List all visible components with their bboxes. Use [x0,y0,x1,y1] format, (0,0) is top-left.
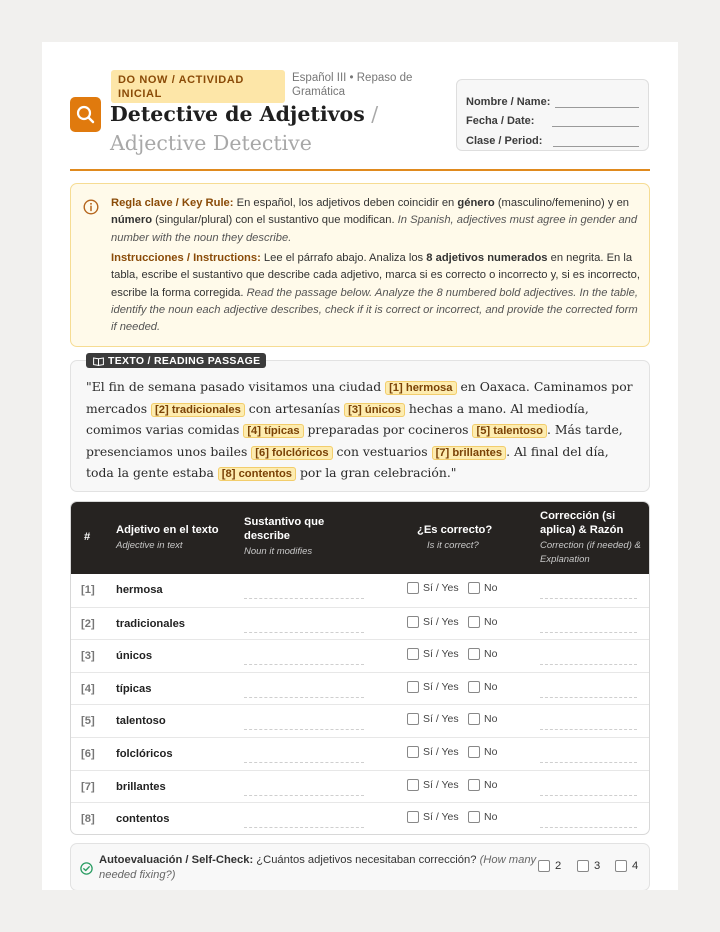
key-rule-part: En español, los adjetivos deben coincidir en [233,197,458,209]
row-number: [8] [81,813,95,826]
correction-answer-field[interactable] [540,795,637,796]
instructions-part: Lee el párrafo abajo. Analiza los [260,252,427,264]
row-adjective: talentoso [116,715,166,728]
no-label: No [484,811,498,824]
worksheet-page [42,42,678,890]
header-num: # [84,531,91,543]
correction-answer-field[interactable] [540,729,637,730]
period-row [466,127,639,147]
reading-passage [70,360,650,492]
passage-segment: . Más tarde, presenciamos unos bailes [86,422,623,459]
no-label: No [484,746,498,758]
option-label: 4 [632,860,639,872]
title-spanish: Detective de Adjetivos [110,102,365,126]
no-label: No [484,582,498,594]
checkbox[interactable] [577,860,589,872]
row-adjective: típicas [116,682,152,695]
adjective-highlight-1: [1] hermosa [385,381,456,395]
correction-answer-field[interactable] [540,762,637,763]
noun-answer-field[interactable] [244,697,364,698]
check-circle-icon [80,862,93,875]
no-label: No [484,778,498,791]
yes-checkbox[interactable] [407,713,419,725]
passage-segment: . Al final del día, toda la gente estaba [86,443,609,480]
row-adjective: tradicionales [116,617,186,630]
table-row [71,607,649,640]
no-checkbox[interactable] [468,746,480,758]
yes-label: Sí / Yes [423,811,459,824]
noun-answer-field[interactable] [244,729,364,730]
passage-segment: hechas a mano. Al mediodía, comimos varias comidas [86,400,589,437]
date-label: Fecha / Date: [466,115,535,127]
key-rule-part: (masculino/femenino) y en [494,197,630,209]
page-title [110,100,440,158]
correction-answer-field[interactable] [540,697,637,698]
passage-label [86,353,266,368]
name-label: Nombre / Name: [466,95,551,108]
passage-segment: en Oaxaca. Caminamos por mercados [86,379,633,416]
yes-checkbox[interactable] [407,582,419,594]
no-checkbox[interactable] [468,713,480,725]
table-row [71,672,649,705]
key-rule-box [70,183,650,347]
table-row [71,737,649,770]
no-label: No [484,648,498,661]
logo-badge [70,97,101,132]
self-check-label: Autoevaluación / Self-Check: [99,854,254,866]
course-label: Español III • Repaso de Gramática [292,72,413,98]
analysis-table [70,501,650,835]
adjective-highlight-6: [6] folclóricos [251,446,332,460]
noun-answer-field[interactable] [244,762,364,763]
date-field[interactable] [552,115,639,127]
passage-segment: por la gran celebración." [296,465,457,480]
self-check-text [99,853,539,883]
no-checkbox[interactable] [468,779,480,791]
passage-segment: con vestuarios [332,443,432,459]
table-row [71,770,649,803]
self-check-question: ¿Cuántos adjetivos necesitaban corrección? [253,854,480,866]
period-label: Clase / Period: [466,134,543,147]
instructions-bold: 8 adjetivos numerados [426,252,548,264]
yes-label: Sí / Yes [423,680,459,693]
date-row [466,108,639,128]
yes-label: Sí / Yes [423,615,459,628]
title-separator: / [364,102,379,126]
option-label: 3 [594,860,601,872]
yes-label: Sí / Yes [423,713,459,726]
name-field[interactable] [555,96,639,108]
noun-answer-field[interactable] [244,598,364,599]
header-adjective-label: Adjetivo en el texto [116,524,219,536]
period-field[interactable] [553,135,639,147]
no-label: No [484,615,498,628]
yes-checkbox[interactable] [407,746,419,758]
adjective-highlight-7: [7] brillantes [432,446,507,460]
row-number: [7] [81,780,95,793]
yes-checkbox[interactable] [407,616,419,628]
yes-checkbox[interactable] [407,811,419,823]
yes-label: Sí / Yes [423,746,459,758]
passage-segment: preparadas por cocineros [303,422,473,437]
row-number: [1] [81,584,95,596]
header-correct-sub: Is it correct? [427,540,479,551]
header-adjective-sub: Adjective in text [116,540,183,551]
no-label: No [484,680,498,693]
row-adjective: contentos [116,813,170,826]
table-header [71,502,649,574]
self-check-option[interactable] [538,860,561,872]
row-number: [5] [81,715,95,728]
passage-label-text: TEXTO / READING PASSAGE [108,355,261,367]
key-rule-english: In Spanish, adjectives must agree in gender and number with the noun they describe. [111,214,638,244]
row-adjective: brillantes [116,780,166,793]
header-correct [417,523,503,553]
adjective-highlight-3: [3] únicos [344,403,405,417]
noun-answer-field[interactable] [244,632,364,633]
name-row [466,88,639,108]
table-row [71,802,649,835]
header-adjective [116,523,236,553]
student-info-box [456,79,649,151]
header-divider [70,169,650,171]
instructions-part: en negrita. En la tabla, escribe el sustantivo que describe cada adjetivo, marca si es correcto o incorrecto y, si es incorrecto, escribe la forma corregida. [111,252,640,299]
key-rule-gender: género [457,197,495,209]
correction-answer-field[interactable] [540,664,637,665]
correction-answer-field[interactable] [540,827,637,828]
row-number: [4] [81,682,95,695]
self-check-box [70,843,650,890]
self-check-option[interactable] [577,860,600,872]
correction-answer-field[interactable] [540,632,637,633]
activity-tag: DO NOW / ACTIVIDAD INICIAL [111,70,285,103]
key-rule-text [111,195,641,247]
self-check-option[interactable] [615,860,638,872]
self-check-question-english: (How many needed fixing?) [99,854,537,881]
row-adjective: hermosa [116,584,163,596]
noun-answer-field[interactable] [244,827,364,828]
noun-answer-field[interactable] [244,664,364,665]
header-correction-label: Corrección (si aplica) & Razón [540,510,624,536]
adjective-highlight-8: [8] contentos [218,467,296,481]
no-checkbox[interactable] [468,616,480,628]
instructions-english: Read the passage below. Analyze the 8 numbered bold adjectives. In the table, identify the noun each adjective describes, check if it is correct or incorrect, and provide the corrected form if needed. [111,286,638,334]
title-english: Adjective Detective [110,131,312,155]
instructions-text [111,250,641,336]
key-rule-number: número [111,214,153,227]
header-noun [244,515,359,559]
header-correction [540,509,645,567]
search-icon [76,105,95,124]
adjective-highlight-4: [4] típicas [243,424,303,438]
yes-label: Sí / Yes [423,778,459,791]
row-number: [3] [81,650,95,663]
checkbox[interactable] [615,860,627,872]
table-row [71,704,649,737]
info-icon [83,199,99,215]
adjective-highlight-5: [5] talentoso [472,424,547,438]
row-adjective: únicos [116,650,153,663]
no-checkbox[interactable] [468,648,480,660]
key-rule-part: (singular/plural) con el sustantivo que modifican. [152,214,398,227]
row-number: [6] [81,748,95,760]
key-rule-label: Regla clave / Key Rule: [111,197,234,209]
header-correction-sub: Correction (if needed) & Explanation [540,540,641,565]
noun-answer-field[interactable] [244,795,364,796]
passage-text [86,377,638,485]
yes-checkbox[interactable] [407,779,419,791]
header-correct-label: ¿Es correcto? [417,524,493,536]
no-checkbox[interactable] [468,681,480,693]
yes-label: Sí / Yes [423,582,459,594]
passage-segment: con artesanías [244,400,345,416]
instructions-label: Instrucciones / Instructions: [111,252,261,264]
yes-label: Sí / Yes [423,648,459,661]
table-row [71,574,649,607]
no-label: No [484,713,498,726]
checkbox[interactable] [538,860,550,872]
book-icon [93,357,104,366]
row-number: [2] [81,617,95,630]
no-checkbox[interactable] [468,582,480,594]
row-adjective: folclóricos [116,748,173,760]
option-label: 2 [555,860,562,872]
correction-answer-field[interactable] [540,598,637,599]
no-checkbox[interactable] [468,811,480,823]
yes-checkbox[interactable] [407,648,419,660]
header-noun-label: Sustantivo que describe [244,516,325,542]
passage-segment: "El fin de semana pasado visitamos una ciudad [86,379,386,394]
table-row [71,639,649,672]
yes-checkbox[interactable] [407,681,419,693]
header-noun-sub: Noun it modifies [244,546,313,557]
adjective-highlight-2: [2] tradicionales [151,403,245,417]
